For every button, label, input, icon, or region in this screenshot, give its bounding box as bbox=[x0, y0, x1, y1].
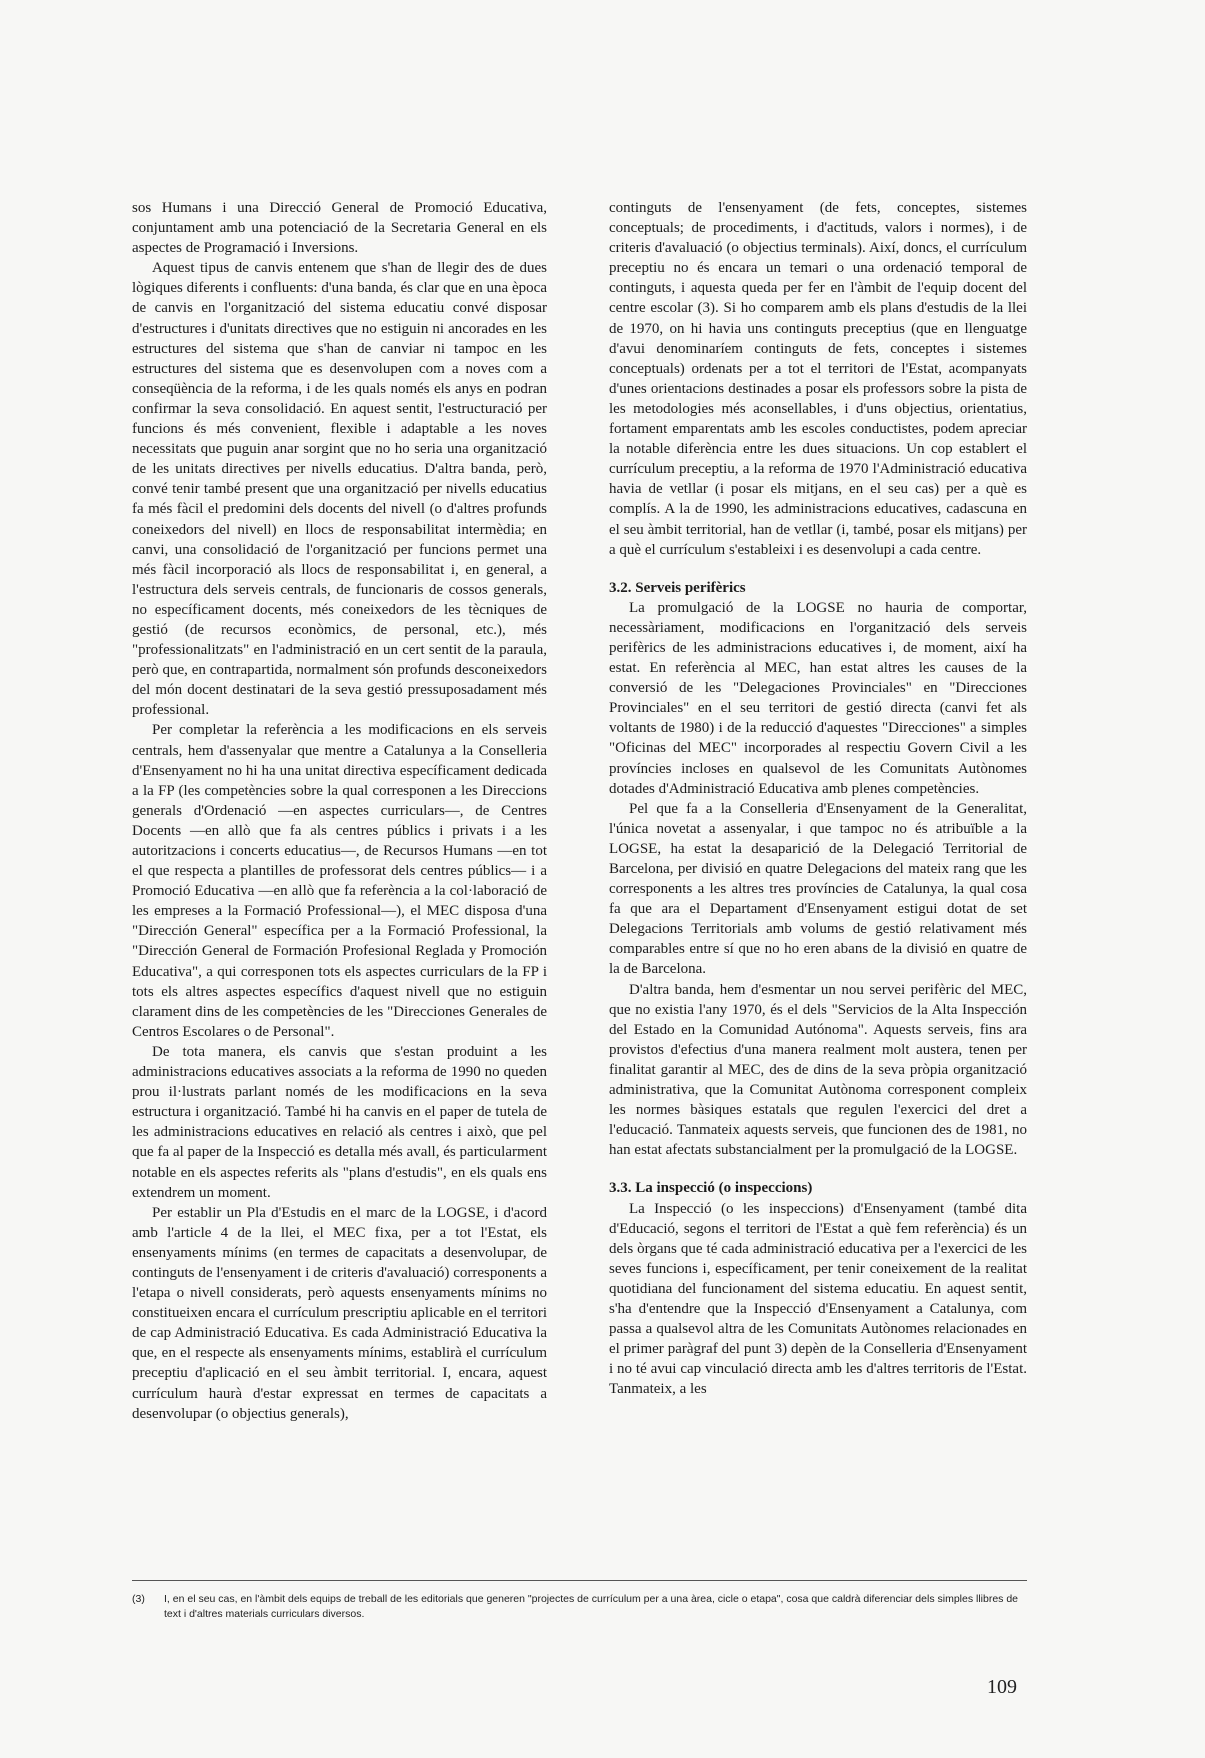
paragraph: continguts de l'ensenyament (de fets, conceptes, sistemes conceptuals; de procediments, i d'actituds, valors i normes), i de criteris d'avaluació (o objectius terminals). Així, doncs, el currículum preceptiu no és encara un temari o una ordenació temporal de continguts, i aquesta queda per fer en l'àmbit de l'equip docent del centre escolar (3). Si ho comparem amb els plans d'estudis de la llei de 1970, on hi havia uns continguts preceptius (que en llenguatge d'avui denominaríem continguts de fets, conceptes i sistemes conceptuals) ordenats per a tot el territori de l'Estat, acompanyats d'unes orientacions destinades a posar els professors sobre la pista de les metodologies més aconsellables, i d'uns objectius, orientatius, fortament emparentats amb les escoles conductistes, podem apreciar la notable diferència entre les dues situacions. Un cop establert el currículum preceptiu, a la reforma de 1970 l'Administració educativa havia de vetllar (i posar els mitjans, en el seu cas) per a què es complís. A la de 1990, les administracions educatives, cadascuna en el seu àmbit territorial, han de vetllar (i, també, posar els mitjans) per a què el currículum s'estableixi i es desenvolupi a cada centre. bbox=[609, 200, 1027, 558]
section-heading-3-3: 3.3. La inspecció (o inspeccions) bbox=[609, 1180, 813, 1197]
paragraph: La Inspecció (o les inspeccions) d'Ensenyament (també dita d'Educació, segons el territori de l'Estat a què fem referència) és un dels òrgans que té cada administració educativa per a l'exercici de les seves funcions i, específicament, per tenir coneixement de la realitat quotidiana del funcionament del sistema educatiu. En aquest sentit, s'ha d'entendre que la Inspecció d'Ensenyament a Catalunya, com passa a qualsevol altra de les Comunitats Autònomes relacionades en el primer paràgraf del punt 3) depèn de la Conselleria d'Ensenyament i no té avui cap vinculació directa amb les d'altres territoris de l'Estat. Tanmateix, a les bbox=[609, 1200, 1027, 1398]
page-number: 109 bbox=[987, 1676, 1017, 1698]
paragraph: De tota manera, els canvis que s'estan produint a les administracions educatives associats a la reforma de 1990 no queden prou il·lustrats parlant només de les modificacions en la seva estructura i organització. També hi ha canvis en el paper de tutela de les administracions educatives en relació als centres i això, que pel que fa al paper de la Inspecció es detalla més avall, és particularment notable en els aspectes referits als "plans d'estudis", en els quals ens extendrem un moment. bbox=[132, 1043, 547, 1201]
paragraph: Aquest tipus de canvis entenem que s'han de llegir des de dues lògiques diferents i confluents: d'una banda, és clar que en una època de canvis en l'organització del sistema educatiu convé disposar d'estructures i d'unitats directives que no estiguin ni ancorades en les estructures del sistema que s'han de canviar ni tampoc en les estructures del sistema que es desenvolupen com a noves com a conseqüència de la reforma, i de les quals només els anys en podran confirmar la seva consolidació. En aquest sentit, l'estructuració per funcions és més convenient, flexible i adaptable a les noves necessitats que puguin anar sorgint que no ho seria una organització de les unitats directives per nivells educatius. D'altra banda, però, convé tenir també present que una organització per nivells educatius fa més fàcil el predomini dels docents del nivell (o d'altres profunds coneixedors del nivell) en llocs de responsabilitat intermèdia; en canvi, una consolidació de l'organització per funcions permet una més fàcil incorporació als llocs de responsabilitat i, en general, a l'estructura dels serveis centrals, de funcionaris de cossos generals, no específicament docents, més coneixedors de les tècniques de gestió (de recursos econòmics, de personal, etc.), més "professionalitzats" en l'administració en un cert sentit de la paraula, però que, en contrapartida, normalment són profunds desconeixedors del món docent destinatari de la seva gestió pressuposadament més professional. bbox=[132, 260, 547, 719]
paragraph: La promulgació de la LOGSE no hauria de comportar, necessàriament, modificacions en l'organització dels serveis perifèrics de les administracions educatives i, de moment, així ha estat. En referència al MEC, han estat altres les causes de la conversió de les "Delegaciones Provinciales" en "Direcciones Provinciales" en el seu territori de gestió directa (canvi fet als voltants de 1980) i de la reducció d'aquestes "Direcciones" a simples "Oficinas del MEC" incorporades al respectiu Govern Civil a les províncies incloses en qualsevol de les Comunitats Autònomes dotades d'Administració Educativa amb plenes competències. bbox=[609, 599, 1027, 797]
paragraph: D'altra banda, hem d'esmentar un nou servei perifèric del MEC, que no existia l'any 1970, és el dels "Servicios de la Alta Inspección del Estado en la Comunidad Autónoma". Aquests serveis, fins ara provistos d'efectius d'una manera realment molt austera, tenen per finalitat garantir al MEC, des de dins de la seva pròpia organització administrativa, que la Comunitat Autònoma corresponent compleix les normes bàsiques estatals que regulen l'exercici del dret a l'educació. Tanmateix aquests serveis, que funcionen des de 1981, no han estat afectats substancialment per la promulgació de la LOGSE. bbox=[609, 981, 1027, 1159]
footnote bbox=[132, 1592, 1027, 1622]
paragraph: Per establir un Pla d'Estudis en el marc de la LOGSE, i d'acord amb l'article 4 de la llei, el MEC fixa, per a tot l'Estat, els ensenyaments mínims (en termes de capacitats a desenvolupar, de continguts de l'ensenyament i de criteris d'avaluació) corresponents a l'etapa o nivell considerats, però aquests ensenyaments mínims no constitueixen encara el currículum prescriptiu aplicable en el territori de cap Administració Educativa. Es cada Administració Educativa la que, en el respecte als ensenyaments mínims, establirà el currículum preceptiu d'aplicació en el seu àmbit territorial. I, encara, aquest currículum haurà d'estar expressat en termes de capacitats a desenvolupar (o objectius generals), bbox=[132, 1204, 547, 1422]
paragraph: Pel que fa a la Conselleria d'Ensenyament de la Generalitat, l'única novetat a assenyalar, i que tampoc no és atribuïble a la LOGSE, ha estat la desaparició de la Delegació Territorial de Barcelona, per divisió en quatre Delegacions del mateix rang que les corresponents a les altres tres províncies de Catalunya, la qual cosa fa que ara el Departament d'Ensenyament estigui dotat de set Delegacions Territorials amb volums de gestió relativament més comparables entre sí que no ho eren abans de la divisió en quatre de la de Barcelona. bbox=[609, 800, 1027, 978]
paragraph: Per completar la referència a les modificacions en els serveis centrals, hem d'assenyalar que mentre a Catalunya a la Conselleria d'Ensenyament no hi ha una unitat directiva específicament dedicada a la FP (les competències sobre la qual corresponen a les Direccions generals d'Ordenació —en aspectes curriculars—, de Centres Docents —en allò que fa als centres públics i privats i a les autoritzacions i concerts educatius—, de Recursos Humans —en tot el que respecta a plantilles de professorat dels centres públics— i a Promoció Educativa —en allò que fa referència a la col·laboració de les empreses a la Formació Professional—), el MEC disposa d'una "Dirección General" específica per a la Formació Professional, la "Dirección General de Formación Profesional Reglada y Promoción Educativa", a qui corresponen tots els aspectes curriculars de la FP i tots els altres aspectes específics d'aquest nivell que no estiguin clarament dins de les competències de les "Direcciones Generales de Centros Escolares o de Personal". bbox=[132, 722, 547, 1040]
right-column bbox=[609, 198, 1027, 1399]
section-heading-3-2: 3.2. Serveis perifèrics bbox=[609, 579, 746, 596]
footnote-divider bbox=[132, 1580, 1027, 1581]
paragraph: sos Humans i una Direcció General de Promoció Educativa, conjuntament amb una potenciació de la Secretaria General en els aspectes de Programació i Inversions. bbox=[132, 200, 547, 257]
footnote-text: I, en el seu cas, en l'àmbit dels equips de treball de les editorials que generen "projectes de currículum per a una àrea, cicle o etapa", cosa que caldrà diferenciar dels simples llibres de text i d'altres materials curriculars diversos. bbox=[164, 1593, 1019, 1620]
left-column bbox=[132, 198, 547, 1424]
footnote-mark: (3) bbox=[132, 1593, 145, 1605]
